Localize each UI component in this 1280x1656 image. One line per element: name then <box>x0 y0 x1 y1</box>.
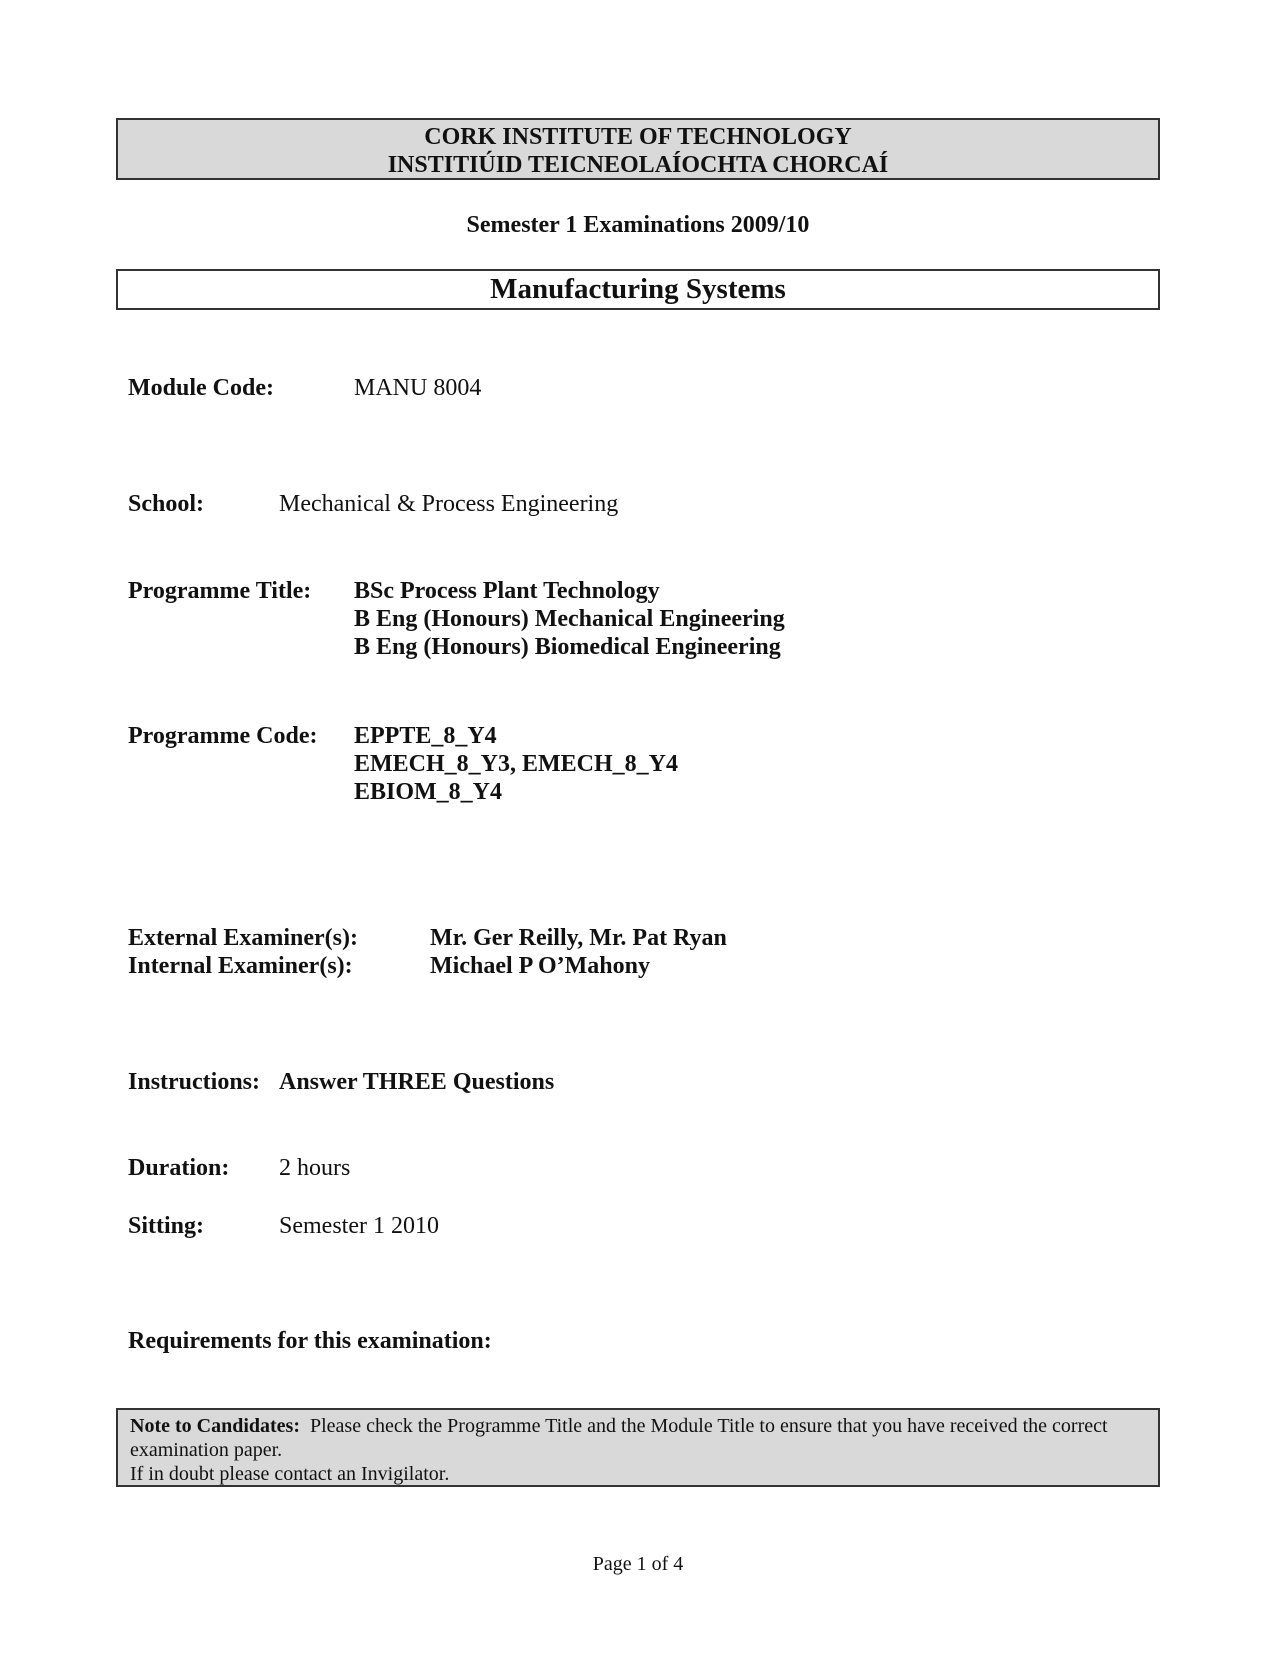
programme-code-line: EMECH_8_Y3, EMECH_8_Y4 <box>354 751 678 777</box>
sitting-label: Sitting: <box>128 1213 205 1239</box>
programme-title-line: B Eng (Honours) Mechanical Engineering <box>354 606 785 632</box>
note-text: Please check the Programme Title and the Module Title to ensure that you have received the correct examination paper. <box>130 1415 1108 1461</box>
internal-examiners-label: Internal Examiner(s): <box>128 953 353 979</box>
school-value: Mechanical & Process Engineering <box>279 491 619 517</box>
page-number: Page 1 of 4 <box>592 1553 684 1575</box>
programme-code-line: EPPTE_8_Y4 <box>354 723 497 749</box>
institution-header <box>116 118 1160 180</box>
module-title: Manufacturing Systems <box>116 269 1160 310</box>
programme-code-line: EBIOM_8_Y4 <box>354 779 503 805</box>
instructions-value: Answer THREE Questions <box>279 1069 555 1095</box>
exam-semester: Semester 1 Examinations 2009/10 <box>466 212 810 238</box>
programme-title-list <box>354 577 785 661</box>
note-label: Note to Candidates: <box>130 1415 300 1437</box>
programme-title-line: BSc Process Plant Technology <box>354 578 660 604</box>
institution-name-english: CORK INSTITUTE OF TECHNOLOGY <box>424 124 852 150</box>
programme-title-line: B Eng (Honours) Biomedical Engineering <box>354 634 781 660</box>
module-code-value: MANU 8004 <box>354 375 482 401</box>
duration-value: 2 hours <box>279 1155 351 1181</box>
programme-code-label: Programme Code: <box>128 723 318 749</box>
programme-title-label: Programme Title: <box>128 578 312 604</box>
external-examiners-value: Mr. Ger Reilly, Mr. Pat Ryan <box>430 925 727 951</box>
school-label: School: <box>128 491 205 517</box>
duration-label: Duration: <box>128 1155 230 1181</box>
note-line <box>130 1414 1148 1462</box>
internal-examiners-value: Michael P O’Mahony <box>430 953 650 979</box>
programme-code-list <box>354 722 678 806</box>
sitting-value: Semester 1 2010 <box>279 1213 439 1239</box>
requirements-label: Requirements for this examination: <box>128 1328 492 1354</box>
note-to-candidates <box>116 1408 1160 1487</box>
institution-name-irish: INSTITIÚID TEICNEOLAÍOCHTA CHORCAÍ <box>387 152 889 178</box>
note-line: If in doubt please contact an Invigilator. <box>130 1463 450 1485</box>
instructions-label: Instructions: <box>128 1069 261 1095</box>
external-examiners-label: External Examiner(s): <box>128 925 358 951</box>
module-code-label: Module Code: <box>128 375 274 401</box>
